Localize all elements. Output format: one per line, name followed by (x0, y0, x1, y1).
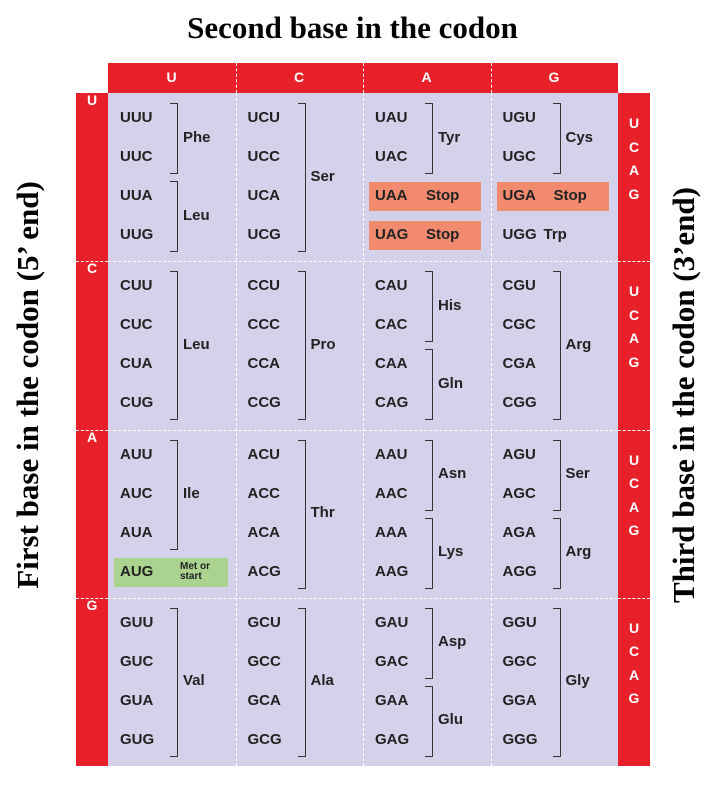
codon-gga: GGA (502, 691, 537, 709)
codon-cac: CAC (375, 316, 408, 334)
codon-agg: AGG (502, 562, 537, 580)
first-base-title: First base in the codon (5’ end) (10, 181, 45, 589)
third-base-c: C (628, 643, 640, 660)
codon-cag: CAG (375, 394, 409, 412)
codon-uga: UGA (502, 187, 536, 204)
codon-ccg: CCG (247, 394, 281, 412)
amino-acid-ile: Ile (183, 484, 200, 502)
codon-group-bracket (298, 440, 306, 589)
codon-gag: GAG (375, 730, 410, 748)
codon-uug: UUG (120, 226, 154, 243)
third-base-u: U (628, 115, 640, 131)
codon-ccc: CCC (247, 316, 280, 334)
amino-acid-asn: Asn (438, 465, 467, 482)
codon-table-grid (108, 93, 618, 766)
codon-cua: CUA (120, 355, 153, 373)
first-base-g: G (86, 596, 98, 613)
third-base-g: G (628, 353, 640, 370)
codon-gca: GCA (247, 691, 281, 709)
codon-ugg: UGG (502, 226, 537, 243)
first-base-u: U (86, 92, 98, 109)
codon-ugu: UGU (502, 109, 536, 126)
codon-group-bracket (298, 271, 306, 420)
third-base-a: A (628, 498, 640, 515)
codon-group-bracket (425, 103, 433, 174)
codon-group-bracket (553, 440, 561, 511)
bar-divider (618, 598, 650, 599)
amino-acid-thr: Thr (310, 504, 335, 521)
amino-acid-pro: Pro (310, 335, 336, 353)
codon-cuc: CUC (120, 316, 153, 334)
codon-gua: GUA (120, 691, 154, 709)
first-base-c: C (86, 260, 98, 277)
codon-uag: UAG (375, 226, 409, 243)
second-base-c: C (293, 69, 305, 85)
codon-caa: CAA (375, 355, 408, 373)
amino-acid-val: Val (183, 672, 205, 690)
codon-guc: GUC (120, 652, 154, 670)
third-base-c: C (628, 138, 640, 155)
second-base-g: G (548, 69, 560, 85)
bar-divider (76, 261, 108, 262)
codon-group-bracket (298, 608, 306, 757)
codon-ugc: UGC (502, 148, 536, 165)
third-base-a: A (628, 330, 640, 347)
stop-codon-label: Stop (426, 187, 460, 204)
amino-acid-asp: Asp (438, 633, 467, 651)
second-base-a: A (421, 69, 432, 85)
amino-acid-trp: Trp (543, 226, 567, 243)
codon-aaa: AAA (375, 523, 408, 541)
codon-gcc: GCC (247, 652, 281, 670)
third-base-g: G (628, 522, 640, 538)
codon-uaa: UAA (375, 187, 408, 204)
codon-group-bracket (553, 103, 561, 174)
codon-ggu: GGU (502, 613, 537, 631)
row-divider (108, 598, 618, 599)
codon-cug: CUG (120, 394, 154, 412)
amino-acid-ala: Ala (310, 672, 334, 690)
codon-group-bracket (170, 608, 178, 757)
amino-acid-cys: Cys (565, 128, 594, 146)
amino-acid-gln: Gln (438, 374, 463, 392)
codon-ccu: CCU (247, 277, 280, 295)
codon-group-bracket (425, 518, 433, 589)
start-codon-label: Met or start (180, 560, 210, 582)
codon-gaa: GAA (375, 691, 409, 709)
bar-divider (618, 430, 650, 431)
third-base-g: G (628, 185, 640, 202)
amino-acid-arg: Arg (565, 543, 592, 560)
codon-gug: GUG (120, 730, 155, 748)
codon-aug: AUG (120, 562, 154, 580)
codon-uuu: UUU (120, 109, 153, 126)
amino-acid-ser: Ser (565, 465, 590, 482)
header-divider (491, 63, 492, 93)
codon-cga: CGA (502, 355, 536, 373)
codon-guu: GUU (120, 613, 154, 631)
codon-gcg: GCG (247, 730, 282, 748)
third-base-a: A (628, 666, 640, 683)
codon-group-bracket (425, 271, 433, 342)
codon-group-bracket (425, 440, 433, 511)
first-base-a: A (86, 428, 98, 445)
bar-divider (618, 261, 650, 262)
codon-cau: CAU (375, 277, 408, 295)
bar-divider (76, 598, 108, 599)
amino-acid-leu: Leu (183, 206, 210, 224)
amino-acid-lys: Lys (438, 543, 464, 560)
codon-aua: AUA (120, 523, 153, 541)
codon-ucc: UCC (247, 148, 280, 165)
third-base-u: U (628, 283, 640, 300)
codon-aca: ACA (247, 523, 280, 541)
codon-cgg: CGG (502, 394, 537, 412)
codon-uca: UCA (247, 187, 280, 204)
codon-group-bracket (553, 608, 561, 757)
amino-acid-glu: Glu (438, 711, 463, 729)
codon-auu: AUU (120, 445, 153, 463)
third-base-g: G (628, 690, 640, 707)
codon-uua: UUA (120, 187, 153, 204)
stop-codon-label: Stop (553, 187, 587, 204)
column-divider (363, 93, 364, 766)
codon-acg: ACG (247, 562, 281, 580)
codon-group-bracket (298, 103, 306, 252)
codon-group-bracket (170, 440, 178, 550)
codon-uuc: UUC (120, 148, 153, 165)
header-divider (236, 63, 237, 93)
codon-group-bracket (425, 686, 433, 757)
codon-agu: AGU (502, 445, 536, 463)
codon-group-bracket (425, 608, 433, 679)
amino-acid-gly: Gly (565, 672, 590, 690)
amino-acid-phe: Phe (183, 128, 211, 146)
codon-auc: AUC (120, 484, 153, 502)
codon-gau: GAU (375, 613, 409, 631)
codon-gac: GAC (375, 652, 409, 670)
third-base-u: U (628, 451, 640, 468)
codon-aga: AGA (502, 523, 536, 541)
second-base-title: Second base in the codon (187, 10, 518, 45)
codon-group-bracket (425, 349, 433, 420)
codon-cuu: CUU (120, 277, 153, 295)
codon-group-bracket (170, 271, 178, 420)
bar-divider (76, 430, 108, 431)
codon-ggc: GGC (502, 652, 537, 670)
codon-acc: ACC (247, 484, 280, 502)
codon-cgc: CGC (502, 316, 536, 334)
codon-ucu: UCU (247, 109, 280, 126)
codon-agc: AGC (502, 484, 536, 502)
codon-group-bracket (553, 518, 561, 589)
codon-aag: AAG (375, 562, 409, 580)
codon-aac: AAC (375, 484, 408, 502)
amino-acid-ser: Ser (310, 167, 335, 185)
column-divider (491, 93, 492, 766)
third-base-a: A (628, 162, 640, 178)
codon-ggg: GGG (502, 730, 538, 748)
codon-group-bracket (170, 103, 178, 174)
amino-acid-his: His (438, 296, 462, 314)
codon-cca: CCA (247, 355, 280, 373)
codon-ucg: UCG (247, 226, 281, 243)
amino-acid-tyr: Tyr (438, 128, 461, 146)
third-base-c: C (628, 475, 640, 491)
amino-acid-arg: Arg (565, 335, 592, 353)
codon-acu: ACU (247, 445, 280, 463)
codon-gcu: GCU (247, 613, 281, 631)
third-base-c: C (628, 306, 640, 323)
stop-codon-label: Stop (426, 226, 460, 243)
codon-group-bracket (553, 271, 561, 420)
codon-uau: UAU (375, 109, 408, 126)
amino-acid-leu: Leu (183, 335, 210, 353)
second-base-u: U (166, 69, 177, 85)
codon-uac: UAC (375, 148, 408, 165)
codon-cgu: CGU (502, 277, 536, 295)
third-base-title: Third base in the codon (3’end) (666, 187, 701, 603)
codon-aau: AAU (375, 445, 408, 463)
header-divider (363, 63, 364, 93)
third-base-u: U (628, 619, 640, 636)
codon-group-bracket (170, 181, 178, 252)
